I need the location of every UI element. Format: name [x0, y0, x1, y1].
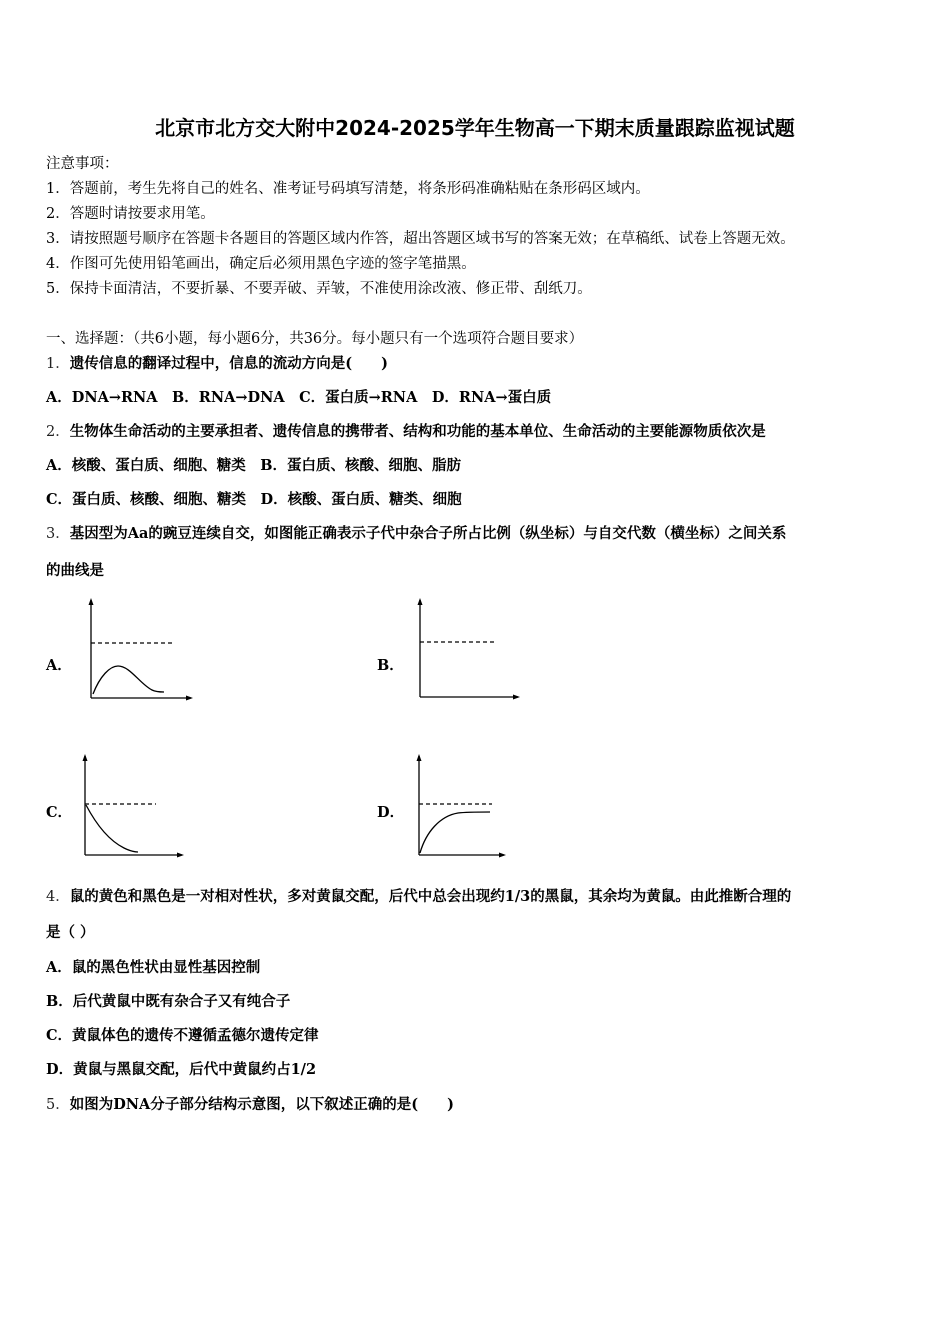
question-4-option: A．鼠的黑色性状由显性基因控制 [46, 959, 261, 976]
question-4-option: D．黄鼠与黑鼠交配，后代中黄鼠约占1/2 [46, 1061, 317, 1078]
graph-b [410, 596, 525, 702]
graph-c [76, 752, 191, 860]
y-axis-arrow [89, 598, 94, 605]
question-4-stem-cont: 是（ ） [46, 924, 95, 941]
question-number: 4． [46, 889, 70, 905]
question-stem: 基因型为Aa的豌豆连续自交，如图能正确表示子代中杂合子所占比例（纵坐标）与自交代数（横坐标）之间关系 [69, 525, 787, 542]
question-1 [46, 352, 388, 373]
curve [86, 805, 138, 852]
curve [420, 812, 490, 853]
question-3-stem-cont: 的曲线是 [46, 562, 104, 579]
y-axis-arrow [418, 598, 423, 605]
question-number: 3． [46, 526, 70, 542]
curve [93, 666, 164, 694]
notice-item: 4．作图可先使用铅笔画出，确定后必须用黑色字迹的签字笔描黑。 [46, 256, 476, 272]
question-2 [46, 420, 766, 441]
option-c-label: C． [46, 804, 73, 821]
section-heading: 一、选择题：（共6小题，每小题6分，共36分。每小题只有一个选项符合题目要求） [46, 331, 584, 347]
notice-item: 3．请按照题号顺序在答题卡各题目的答题区域内作答，超出答题区域书写的答案无效；在草稿纸、试卷上答题无效。 [46, 231, 795, 247]
question-3 [46, 522, 786, 543]
option-b-label: B． [377, 657, 404, 674]
notice-item: 5．保持卡面清洁，不要折暴、不要弄破、弄皱，不准使用涂改液、修正带、刮纸刀。 [46, 281, 592, 297]
question-2-options-ab: A．核酸、蛋白质、细胞、糖类 B．蛋白质、核酸、细胞、脂肪 [46, 457, 462, 474]
graph-a [80, 596, 195, 702]
option-a-label: A． [46, 657, 72, 674]
option-d-label: D． [377, 804, 405, 821]
question-4-option: C．黄鼠体色的遗传不遵循孟德尔遗传定律 [46, 1027, 319, 1044]
question-stem: 如图为DNA分子部分结构示意图，以下叙述正确的是( ) [69, 1096, 455, 1113]
x-axis-arrow [513, 695, 520, 700]
question-4 [46, 885, 791, 906]
page-title: 北京市北方交大附中2024-2025学年生物高一下期末质量跟踪监视试题 [155, 116, 795, 140]
question-5 [46, 1093, 454, 1114]
question-stem: 鼠的黄色和黑色是一对相对性状，多对黄鼠交配，后代中总会出现约1/3的黑鼠，其余均为黄鼠。由此推断合理的 [69, 888, 792, 905]
x-axis-arrow [177, 853, 184, 858]
question-4-option: B．后代黄鼠中既有杂合子又有纯合子 [46, 993, 291, 1010]
graph-d [410, 752, 525, 860]
question-number: 2． [46, 424, 70, 440]
y-axis-arrow [83, 754, 88, 761]
x-axis-arrow [499, 853, 506, 858]
y-axis-arrow [417, 754, 422, 761]
notice-item: 2．答题时请按要求用笔。 [46, 206, 215, 222]
question-2-options-cd: C．蛋白质、核酸、细胞、糖类 D．核酸、蛋白质、糖类、细胞 [46, 491, 462, 508]
notice-item: 1．答题前，考生先将自己的姓名、准考证号码填写清楚，将条形码准确粘贴在条形码区域内。 [46, 181, 650, 197]
question-stem: 生物体生命活动的主要承担者、遗传信息的携带者、结构和功能的基本单位、生命活动的主要能源物质依次是 [69, 423, 766, 440]
question-1-options: A．DNA→RNA B．RNA→DNA C．蛋白质→RNA D．RNA→蛋白质 [46, 389, 552, 406]
question-number: 5． [46, 1097, 70, 1113]
x-axis-arrow [186, 696, 193, 701]
notice-heading: 注意事项： [46, 156, 119, 172]
question-stem: 遗传信息的翻译过程中，信息的流动方向是( ) [69, 355, 388, 372]
question-number: 1． [46, 356, 70, 372]
